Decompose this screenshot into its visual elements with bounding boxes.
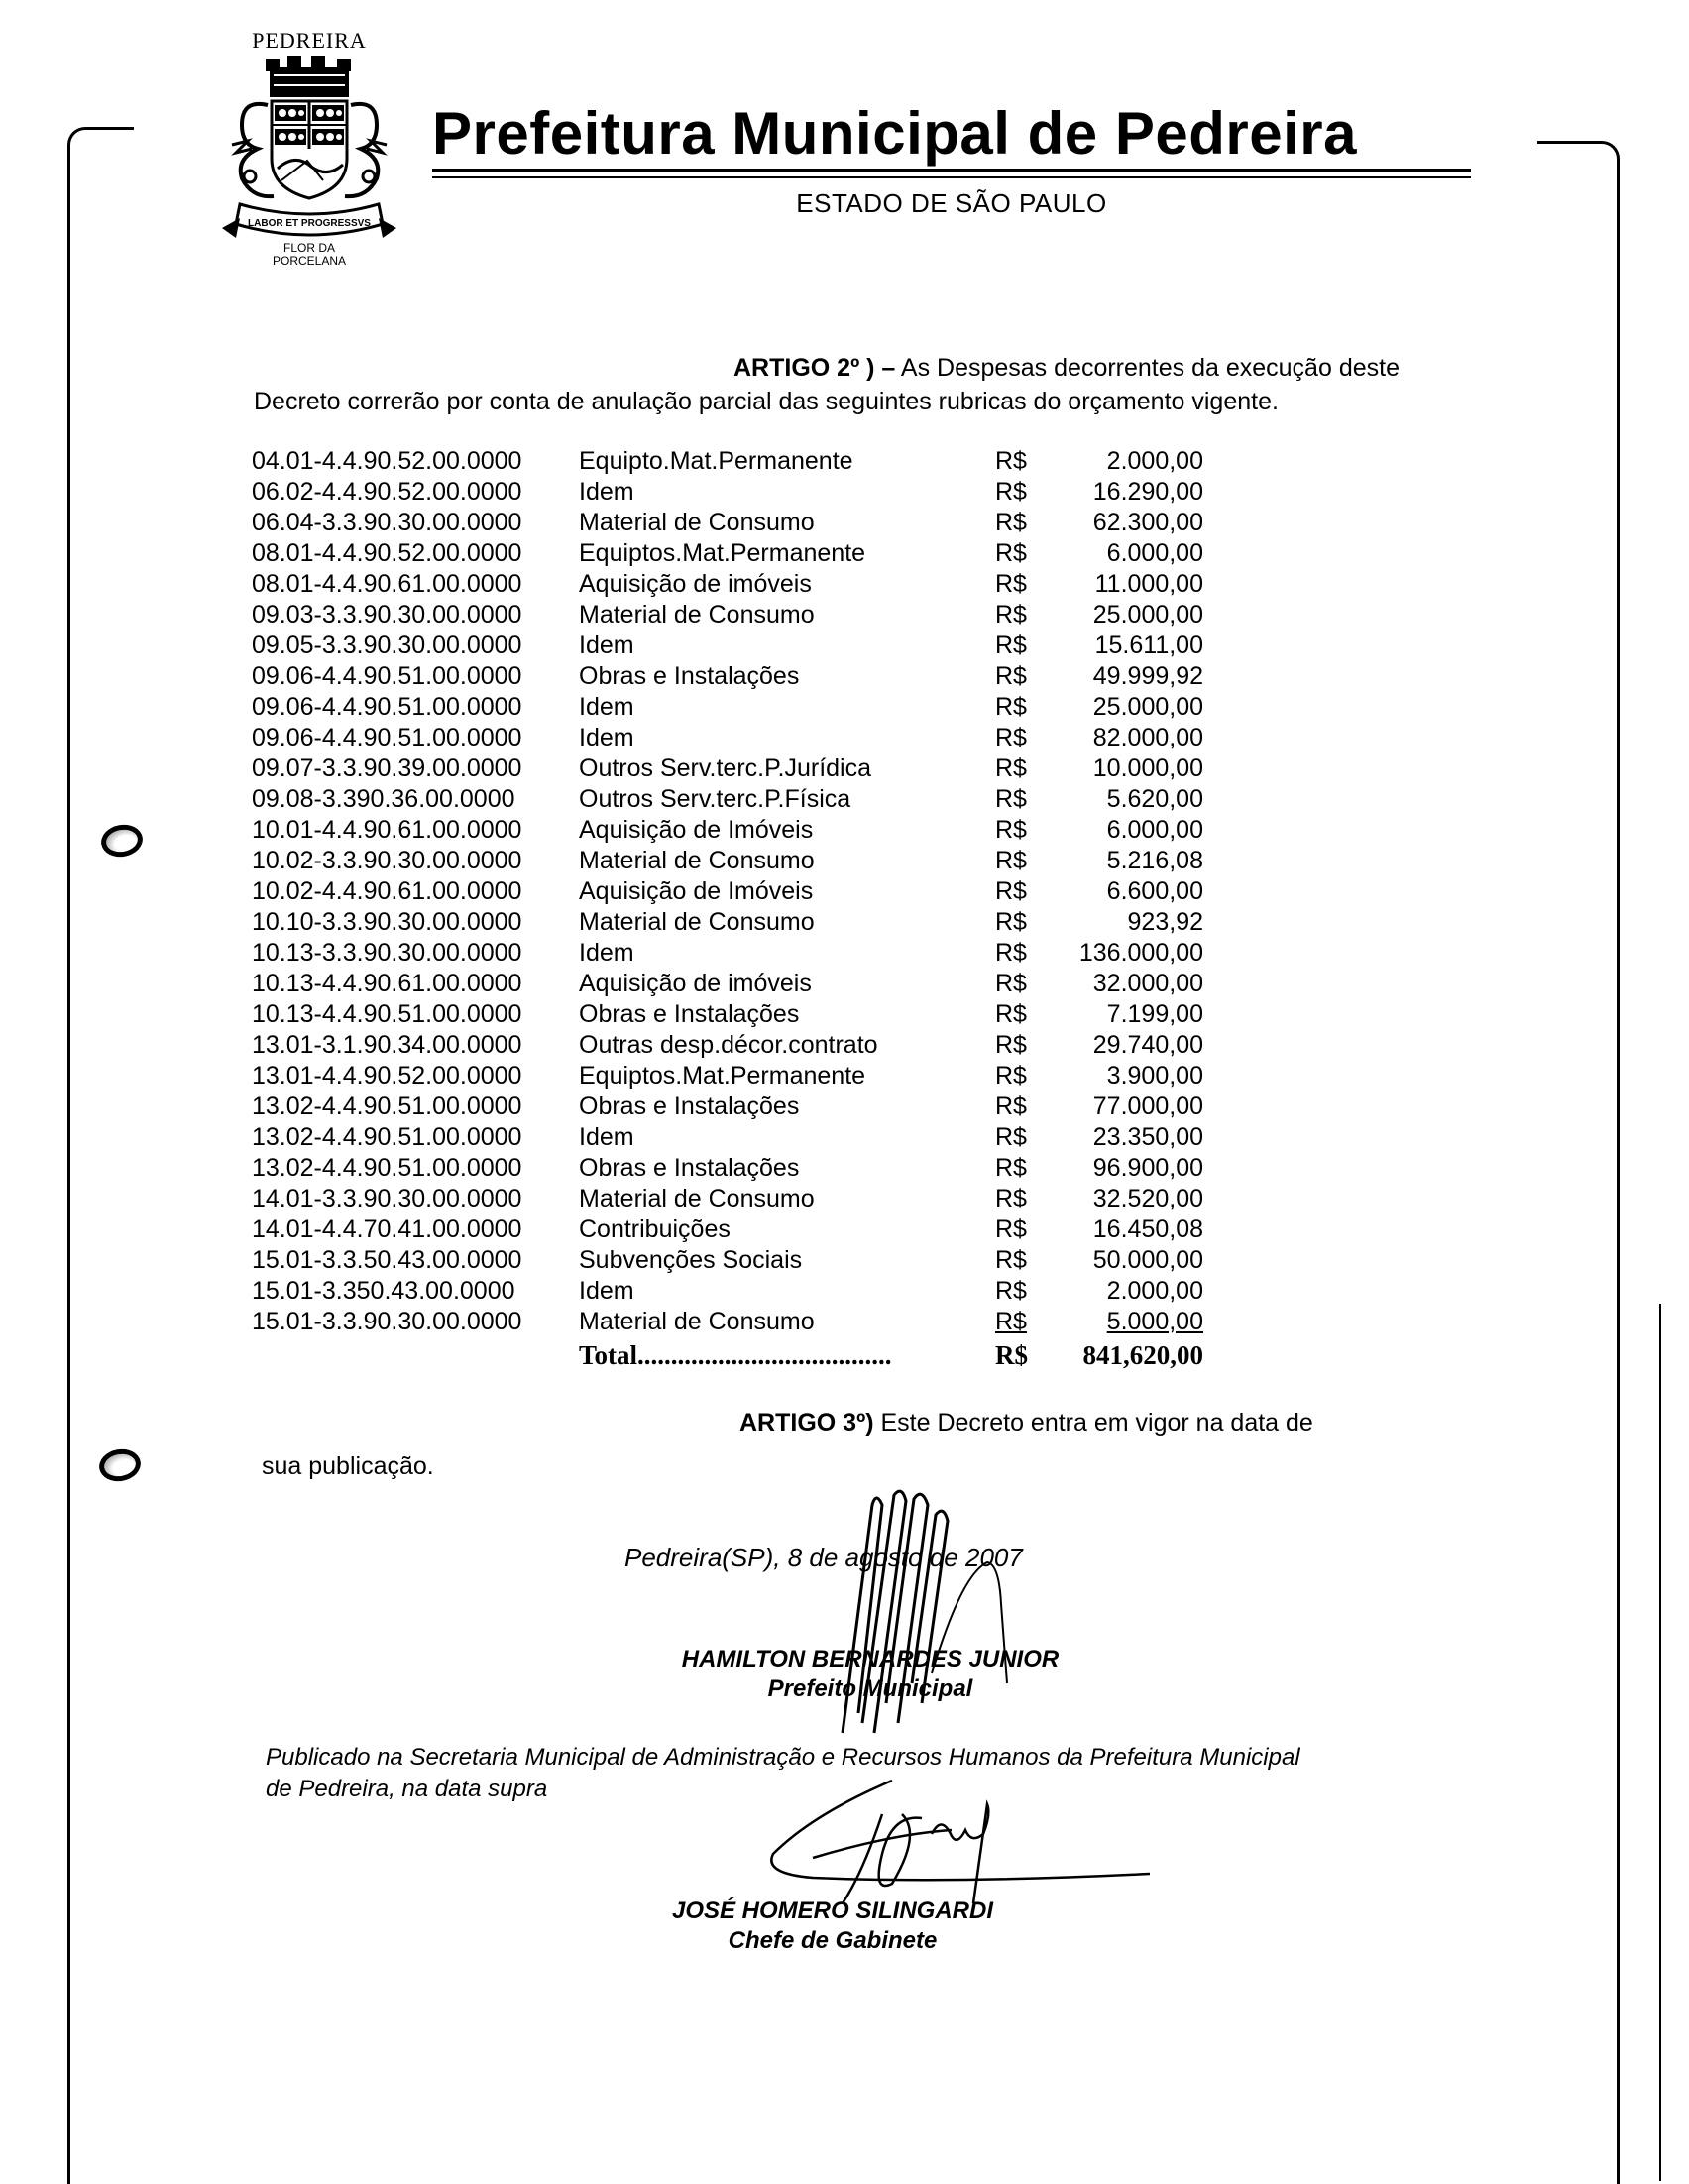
budget-code: 09.06-4.4.90.51.00.0000 <box>252 724 522 751</box>
budget-code: 15.01-3.3.90.30.00.0000 <box>252 1308 522 1335</box>
table-row <box>252 1245 1203 1276</box>
budget-code: 15.01-3.350.43.00.0000 <box>252 1277 515 1305</box>
budget-description: Aquisição de Imóveis <box>579 877 814 905</box>
budget-description: Outras desp.décor.contrato <box>579 1031 878 1059</box>
currency-symbol: R$ <box>995 570 1027 598</box>
budget-description: Obras e Instalações <box>579 1000 800 1028</box>
currency-symbol: R$ <box>995 877 1027 905</box>
budget-code: 14.01-4.4.70.41.00.0000 <box>252 1215 522 1243</box>
budget-code: 09.08-3.390.36.00.0000 <box>252 785 515 813</box>
table-row <box>252 1122 1203 1153</box>
article-3-label: ARTIGO 3º) <box>739 1409 874 1437</box>
municipal-crest <box>212 28 406 266</box>
currency-symbol: R$ <box>995 908 1027 936</box>
budget-code: 10.13-3.3.90.30.00.0000 <box>252 939 522 967</box>
table-row <box>252 969 1203 999</box>
currency-symbol: R$ <box>995 1215 1027 1243</box>
budget-amount: 77.000,00 <box>1092 1092 1203 1120</box>
budget-description: Equiptos.Mat.Permanente <box>579 1062 866 1090</box>
budget-code: 13.02-4.4.90.51.00.0000 <box>252 1092 522 1120</box>
mayor-signature-icon <box>803 1485 1041 1743</box>
currency-symbol: R$ <box>995 1185 1027 1212</box>
table-row <box>252 907 1203 938</box>
currency-symbol: R$ <box>995 1246 1027 1274</box>
budget-code: 09.07-3.3.90.39.00.0000 <box>252 754 522 782</box>
chief-name: JOSÉ HOMERO SILINGARDI <box>671 1897 994 1924</box>
table-row <box>252 631 1203 661</box>
total-amount: 841,620,00 <box>1082 1340 1203 1370</box>
chief-role: Chefe de Gabinete <box>728 1927 938 1954</box>
table-row <box>252 753 1203 784</box>
budget-description: Aquisição de Imóveis <box>579 816 814 844</box>
budget-amount: 62.300,00 <box>1092 509 1203 536</box>
budget-amount: 2.000,00 <box>1106 1277 1203 1305</box>
budget-code: 10.10-3.3.90.30.00.0000 <box>252 908 522 936</box>
currency-symbol: R$ <box>995 632 1027 659</box>
article-3-text-line2: sua publicação. <box>262 1452 434 1480</box>
mayor-name: HAMILTON BERNARDES JUNIOR <box>681 1646 1060 1672</box>
article-3-heading <box>739 1408 1313 1437</box>
budget-amount: 96.900,00 <box>1092 1154 1203 1182</box>
budget-amount: 16.450,08 <box>1092 1215 1203 1243</box>
article-2-text-line2: Decreto correrão por conta de anulação parcial das seguintes rubricas do orçamento vigente. <box>254 388 1279 415</box>
budget-amount: 5.216,08 <box>1106 847 1203 874</box>
table-row <box>252 538 1203 569</box>
budget-amount: 25.000,00 <box>1092 601 1203 629</box>
budget-description: Material de Consumo <box>579 1308 815 1335</box>
currency-symbol: R$ <box>995 509 1027 536</box>
budget-description: Material de Consumo <box>579 847 815 874</box>
currency-symbol: R$ <box>995 1123 1027 1151</box>
budget-amount: 5.620,00 <box>1106 785 1203 813</box>
budget-code: 09.05-3.3.90.30.00.0000 <box>252 632 522 659</box>
budget-amount: 49.999,92 <box>1092 662 1203 690</box>
table-row <box>252 723 1203 753</box>
table-row <box>252 569 1203 600</box>
currency-symbol: R$ <box>995 1154 1027 1182</box>
table-row <box>252 1184 1203 1214</box>
crest-caption-line1: FLOR DA <box>282 241 335 255</box>
table-row <box>252 1153 1203 1184</box>
budget-code: 10.01-4.4.90.61.00.0000 <box>252 816 522 844</box>
budget-code: 10.02-3.3.90.30.00.0000 <box>252 847 522 874</box>
table-row <box>252 600 1203 631</box>
budget-description: Subvenções Sociais <box>579 1246 803 1274</box>
budget-description: Contribuições <box>579 1215 731 1243</box>
budget-description: Material de Consumo <box>579 601 815 629</box>
page-title: Prefeitura Municipal de Pedreira <box>432 100 1357 167</box>
title-underline-thin <box>432 176 1471 178</box>
currency-symbol: R$ <box>995 1308 1027 1335</box>
table-row <box>252 1030 1203 1061</box>
publication-note-line1: Publicado na Secretaria Municipal de Administração e Recursos Humanos da Prefeitura Municipal <box>266 1744 1300 1771</box>
currency-symbol: R$ <box>995 939 1027 967</box>
budget-code: 09.06-4.4.90.51.00.0000 <box>252 662 522 690</box>
currency-symbol: R$ <box>995 724 1027 751</box>
article-2-text-line1: As Despesas decorrentes da execução deste <box>895 354 1400 382</box>
budget-description: Idem <box>579 724 634 751</box>
place-and-date: Pedreira(SP), 8 de agosto de 2007 <box>624 1543 1023 1572</box>
page-frame-left <box>67 127 134 2184</box>
article-3-text-line1: Este Decreto entra em vigor na data de <box>873 1409 1313 1437</box>
budget-description: Aquisição de imóveis <box>579 970 812 997</box>
budget-description: Material de Consumo <box>579 908 815 936</box>
publication-note-line2: de Pedreira, na data supra <box>266 1776 548 1802</box>
total-label: Total...................................... <box>579 1340 892 1370</box>
budget-amount: 923,92 <box>1127 908 1203 936</box>
budget-description: Material de Consumo <box>579 1185 815 1212</box>
budget-description: Idem <box>579 1277 634 1305</box>
coat-of-arms-icon <box>212 50 406 248</box>
currency-symbol: R$ <box>995 601 1027 629</box>
budget-amount: 50.000,00 <box>1092 1246 1203 1274</box>
table-row <box>252 1276 1203 1307</box>
table-row <box>252 477 1203 508</box>
budget-description: Aquisição de imóveis <box>579 570 812 598</box>
table-row <box>252 846 1203 876</box>
budget-description: Outros Serv.terc.P.Física <box>579 785 851 813</box>
budget-amount: 2.000,00 <box>1106 447 1203 475</box>
total-spacer <box>252 1337 579 1373</box>
svg-text:LABOR ET PROGRESSVS: LABOR ET PROGRESSVS <box>248 218 371 229</box>
budget-code: 06.04-3.3.90.30.00.0000 <box>252 509 522 536</box>
budget-code: 13.01-4.4.90.52.00.0000 <box>252 1062 522 1090</box>
table-row <box>252 784 1203 815</box>
budget-amount: 25.000,00 <box>1092 693 1203 721</box>
budget-amount: 6.000,00 <box>1106 539 1203 567</box>
budget-amount: 82.000,00 <box>1092 724 1203 751</box>
budget-table <box>252 446 1203 1373</box>
page-subtitle: ESTADO DE SÃO PAULO <box>796 188 1107 218</box>
budget-description: Equipto.Mat.Permanente <box>579 447 853 475</box>
budget-description: Obras e Instalações <box>579 1154 800 1182</box>
budget-amount: 16.290,00 <box>1092 478 1203 506</box>
article-2-heading <box>733 353 1400 383</box>
budget-amount: 10.000,00 <box>1092 754 1203 782</box>
budget-amount: 29.740,00 <box>1092 1031 1203 1059</box>
budget-amount: 3.900,00 <box>1106 1062 1203 1090</box>
budget-code: 10.02-4.4.90.61.00.0000 <box>252 877 522 905</box>
budget-code: 09.03-3.3.90.30.00.0000 <box>252 601 522 629</box>
budget-description: Idem <box>579 632 634 659</box>
table-row <box>252 446 1203 477</box>
article-2-label: ARTIGO 2º ) – <box>733 354 896 382</box>
currency-symbol: R$ <box>995 816 1027 844</box>
currency-symbol: R$ <box>995 754 1027 782</box>
mayor-role: Prefeito Municipal <box>767 1675 973 1702</box>
page-frame-right <box>1537 141 1620 2184</box>
currency-symbol: R$ <box>995 1031 1027 1059</box>
budget-code: 08.01-4.4.90.52.00.0000 <box>252 539 522 567</box>
budget-description: Idem <box>579 693 634 721</box>
budget-amount: 32.520,00 <box>1092 1185 1203 1212</box>
table-row <box>252 661 1203 692</box>
budget-code: 08.01-4.4.90.61.00.0000 <box>252 570 522 598</box>
budget-code: 13.01-3.1.90.34.00.0000 <box>252 1031 522 1059</box>
budget-code: 06.02-4.4.90.52.00.0000 <box>252 478 522 506</box>
budget-description: Material de Consumo <box>579 509 815 536</box>
currency-symbol: R$ <box>995 785 1027 813</box>
budget-description: Equiptos.Mat.Permanente <box>579 539 866 567</box>
table-row <box>252 1092 1203 1122</box>
budget-code: 13.02-4.4.90.51.00.0000 <box>252 1154 522 1182</box>
budget-code: 10.13-4.4.90.51.00.0000 <box>252 1000 522 1028</box>
currency-symbol: R$ <box>995 693 1027 721</box>
table-row <box>252 876 1203 907</box>
budget-amount: 7.199,00 <box>1106 1000 1203 1028</box>
currency-symbol: R$ <box>995 447 1027 475</box>
budget-amount: 15.611,00 <box>1094 632 1203 659</box>
budget-amount: 6.000,00 <box>1106 816 1203 844</box>
budget-amount: 136.000,00 <box>1078 939 1203 967</box>
chief-signature-icon <box>753 1775 1170 1913</box>
table-row <box>252 508 1203 538</box>
budget-amount: 32.000,00 <box>1092 970 1203 997</box>
title-underline <box>432 169 1471 172</box>
table-row <box>252 1214 1203 1245</box>
crest-title: PEDREIRA <box>252 28 367 53</box>
budget-description: Obras e Instalações <box>579 1092 800 1120</box>
currency-symbol: R$ <box>995 1092 1027 1120</box>
currency-symbol: R$ <box>995 847 1027 874</box>
total-currency: R$ <box>995 1340 1028 1370</box>
currency-symbol: R$ <box>995 478 1027 506</box>
table-row <box>252 999 1203 1030</box>
budget-description: Idem <box>579 478 634 506</box>
page-edge-line <box>1659 1304 1661 2181</box>
budget-description: Outros Serv.terc.P.Jurídica <box>579 754 872 782</box>
table-row <box>252 692 1203 723</box>
budget-code: 10.13-4.4.90.61.00.0000 <box>252 970 522 997</box>
currency-symbol: R$ <box>995 970 1027 997</box>
budget-code: 14.01-3.3.90.30.00.0000 <box>252 1185 522 1212</box>
budget-code: 15.01-3.3.50.43.00.0000 <box>252 1246 522 1274</box>
currency-symbol: R$ <box>995 662 1027 690</box>
table-row <box>252 938 1203 969</box>
budget-code: 04.01-4.4.90.52.00.0000 <box>252 447 522 475</box>
currency-symbol: R$ <box>995 1277 1027 1305</box>
budget-amount: 5.000,00 <box>1106 1308 1203 1335</box>
budget-description: Idem <box>579 939 634 967</box>
budget-amount: 11.000,00 <box>1094 570 1203 598</box>
budget-code: 09.06-4.4.90.51.00.0000 <box>252 693 522 721</box>
table-row <box>252 815 1203 846</box>
budget-code: 13.02-4.4.90.51.00.0000 <box>252 1123 522 1151</box>
total-row <box>252 1337 1203 1373</box>
currency-symbol: R$ <box>995 539 1027 567</box>
currency-symbol: R$ <box>995 1062 1027 1090</box>
crest-caption-line2: PORCELANA <box>272 254 347 268</box>
budget-amount: 23.350,00 <box>1092 1123 1203 1151</box>
budget-description: Obras e Instalações <box>579 662 800 690</box>
budget-amount: 6.600,00 <box>1106 877 1203 905</box>
currency-symbol: R$ <box>995 1000 1027 1028</box>
budget-description: Idem <box>579 1123 634 1151</box>
table-row <box>252 1307 1203 1337</box>
table-row <box>252 1061 1203 1092</box>
